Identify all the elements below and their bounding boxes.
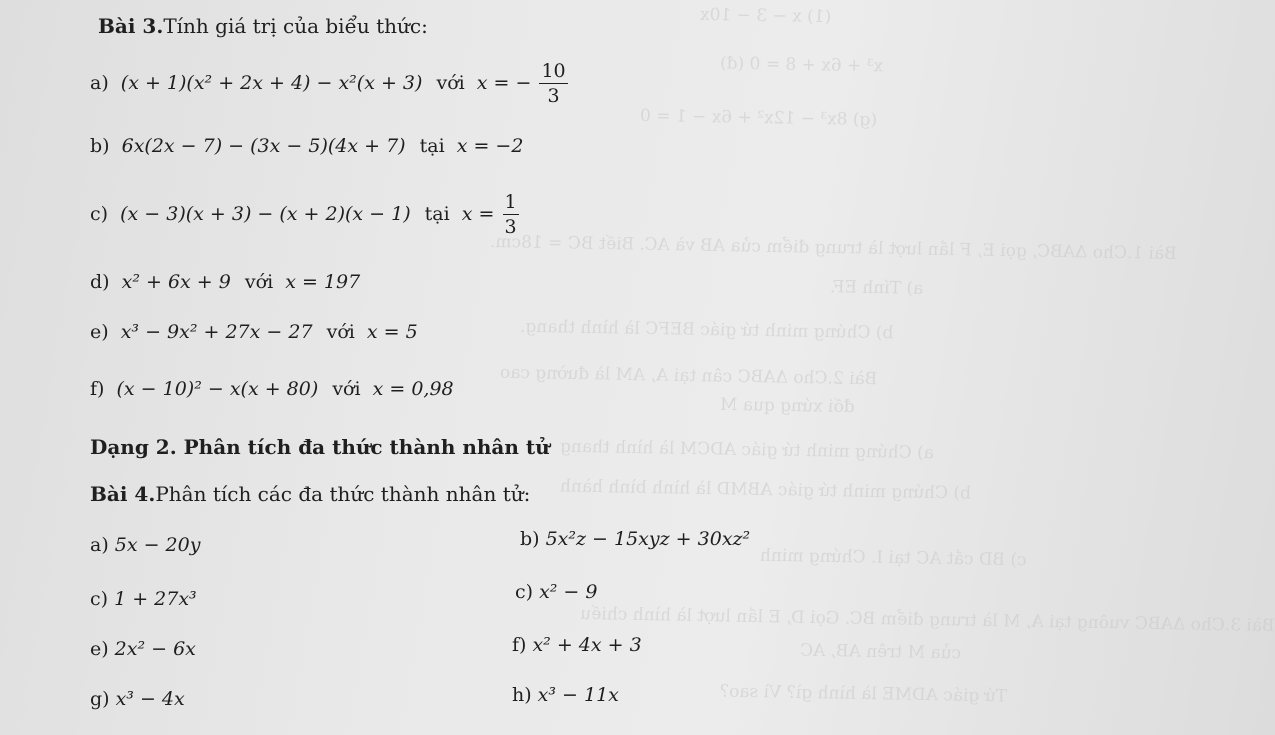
- exercise-3-item-d: [90, 273, 360, 292]
- condition-word: tại: [424, 203, 450, 225]
- exercise-3-number: Bài 3.: [98, 14, 164, 38]
- condition-value: x = −: [476, 72, 532, 94]
- fraction-numerator: 10: [541, 60, 566, 82]
- exercise-3-item-b: [90, 137, 523, 156]
- math-expression: (x + 1)(x² + 2x + 4) − x²(x + 3): [120, 72, 423, 94]
- exercise-4-item-c: [90, 590, 197, 609]
- math-expression: (x − 3)(x + 3) − (x + 2)(x − 1): [120, 203, 411, 225]
- condition-word: với: [244, 271, 274, 293]
- math-expression: x³ − 4x: [115, 688, 185, 710]
- exercise-4-item-h: [512, 686, 619, 705]
- exercise-3-item-e: [90, 323, 418, 342]
- exercise-4-item-a: [90, 536, 200, 555]
- condition-value: x =: [461, 203, 495, 225]
- math-expression: x³ − 11x: [537, 684, 619, 706]
- condition-word: với: [332, 378, 361, 400]
- condition-word: với: [436, 72, 465, 94]
- showthrough-text: Bài 3.Cho ΔABC vuông tại A, M là trung điểm BC. Gọi D, E lần lượt là hình chiếu: [579, 603, 1275, 637]
- item-label: e): [90, 321, 109, 343]
- item-label: b): [520, 528, 540, 550]
- condition-word: tại: [419, 135, 445, 157]
- item-label: c): [90, 588, 109, 610]
- condition-value: x = −2: [456, 135, 524, 157]
- item-label: g): [90, 688, 110, 710]
- showthrough-text: b) Chứng minh tứ giác ABMD là hình bình hành: [559, 476, 972, 504]
- section-heading: Dạng 2. Phân tích đa thức thành nhân tử: [90, 435, 550, 459]
- showthrough-text: (g) 8x³ − 12x² + 6x − 1 = 0: [639, 105, 878, 131]
- exercise-4-item-b: [520, 530, 750, 549]
- exercise-4-item-f: [512, 636, 642, 655]
- showthrough-text: Bài 1.Cho ΔABC, gọi E, F lần lượt là trung điểm của AB và AC. Biết BC = 18cm.: [489, 232, 1177, 264]
- fraction: [539, 62, 567, 106]
- exercise-4-number: Bài 4.: [90, 482, 156, 506]
- showthrough-text: của M trên AB, AC: [799, 640, 962, 664]
- condition-word: với: [326, 321, 355, 343]
- showthrough-text: a) Chứng minh tứ giác ADCM là hình thang: [559, 436, 935, 464]
- exercise-4-item-d: [515, 583, 597, 602]
- exercise-3-item-a: [90, 62, 568, 106]
- item-label: f): [90, 378, 105, 400]
- condition-value: x = 0,98: [372, 378, 454, 400]
- condition-value: x = 197: [285, 271, 361, 293]
- item-label: f): [512, 634, 527, 656]
- fraction-numerator: 1: [504, 191, 517, 213]
- showthrough-text: x³ + 6x + 8 = 0 (đ): [719, 53, 884, 77]
- showthrough-text: b) Chứng minh tứ giác BEFC là hình thang.: [519, 316, 894, 344]
- math-expression: (x − 10)² − x(x + 80): [116, 378, 319, 400]
- item-label: h): [512, 684, 532, 706]
- showthrough-text: a) Tính EF.: [829, 277, 924, 299]
- exercise-3-item-c: [90, 193, 519, 237]
- item-label: c): [515, 581, 534, 603]
- fraction-denominator: 3: [547, 85, 560, 107]
- showthrough-text: Tứ giác ADME là hình gì? Vì sao?: [719, 681, 1008, 707]
- exercise-3-heading: [98, 16, 428, 36]
- condition-value: x = 5: [366, 321, 418, 343]
- exercise-4-item-e: [90, 640, 196, 659]
- showthrough-text: Bài 2.Cho ΔABC cân tại A, AM là đường cao: [499, 362, 878, 390]
- math-expression: x² + 6x + 9: [121, 271, 231, 293]
- math-expression: 5x − 20y: [114, 534, 201, 556]
- item-label: a): [90, 534, 109, 556]
- math-expression: 2x² − 6x: [114, 638, 196, 660]
- showthrough-text: đối xứng qua M: [719, 394, 855, 418]
- item-label: e): [90, 638, 109, 660]
- fraction-denominator: 3: [504, 216, 517, 238]
- exercise-4-heading: [90, 484, 530, 504]
- math-expression: 5x²z − 15xyz + 30xz²: [545, 528, 751, 550]
- math-expression: 6x(2x − 7) − (3x − 5)(4x + 7): [121, 135, 406, 157]
- showthrough-text: c) BD cắt AC tại I. Chứng minh: [759, 545, 1027, 571]
- math-expression: x² − 9: [539, 581, 598, 603]
- math-expression: x² + 4x + 3: [532, 634, 642, 656]
- item-label: a): [90, 72, 109, 94]
- item-label: c): [90, 203, 109, 225]
- showthrough-text: (1) x − 3 − 10x: [699, 4, 832, 28]
- math-expression: x³ − 9x² + 27x − 27: [120, 321, 313, 343]
- math-expression: 1 + 27x³: [114, 588, 197, 610]
- item-label: d): [90, 271, 110, 293]
- exercise-4-instruction: Phân tích các đa thức thành nhân tử:: [155, 482, 531, 506]
- exercise-3-item-f: [90, 380, 454, 399]
- item-label: b): [90, 135, 110, 157]
- fraction: [503, 193, 519, 237]
- exercise-4-item-g: [90, 690, 185, 709]
- exercise-3-instruction: Tính giá trị của biểu thức:: [163, 14, 428, 38]
